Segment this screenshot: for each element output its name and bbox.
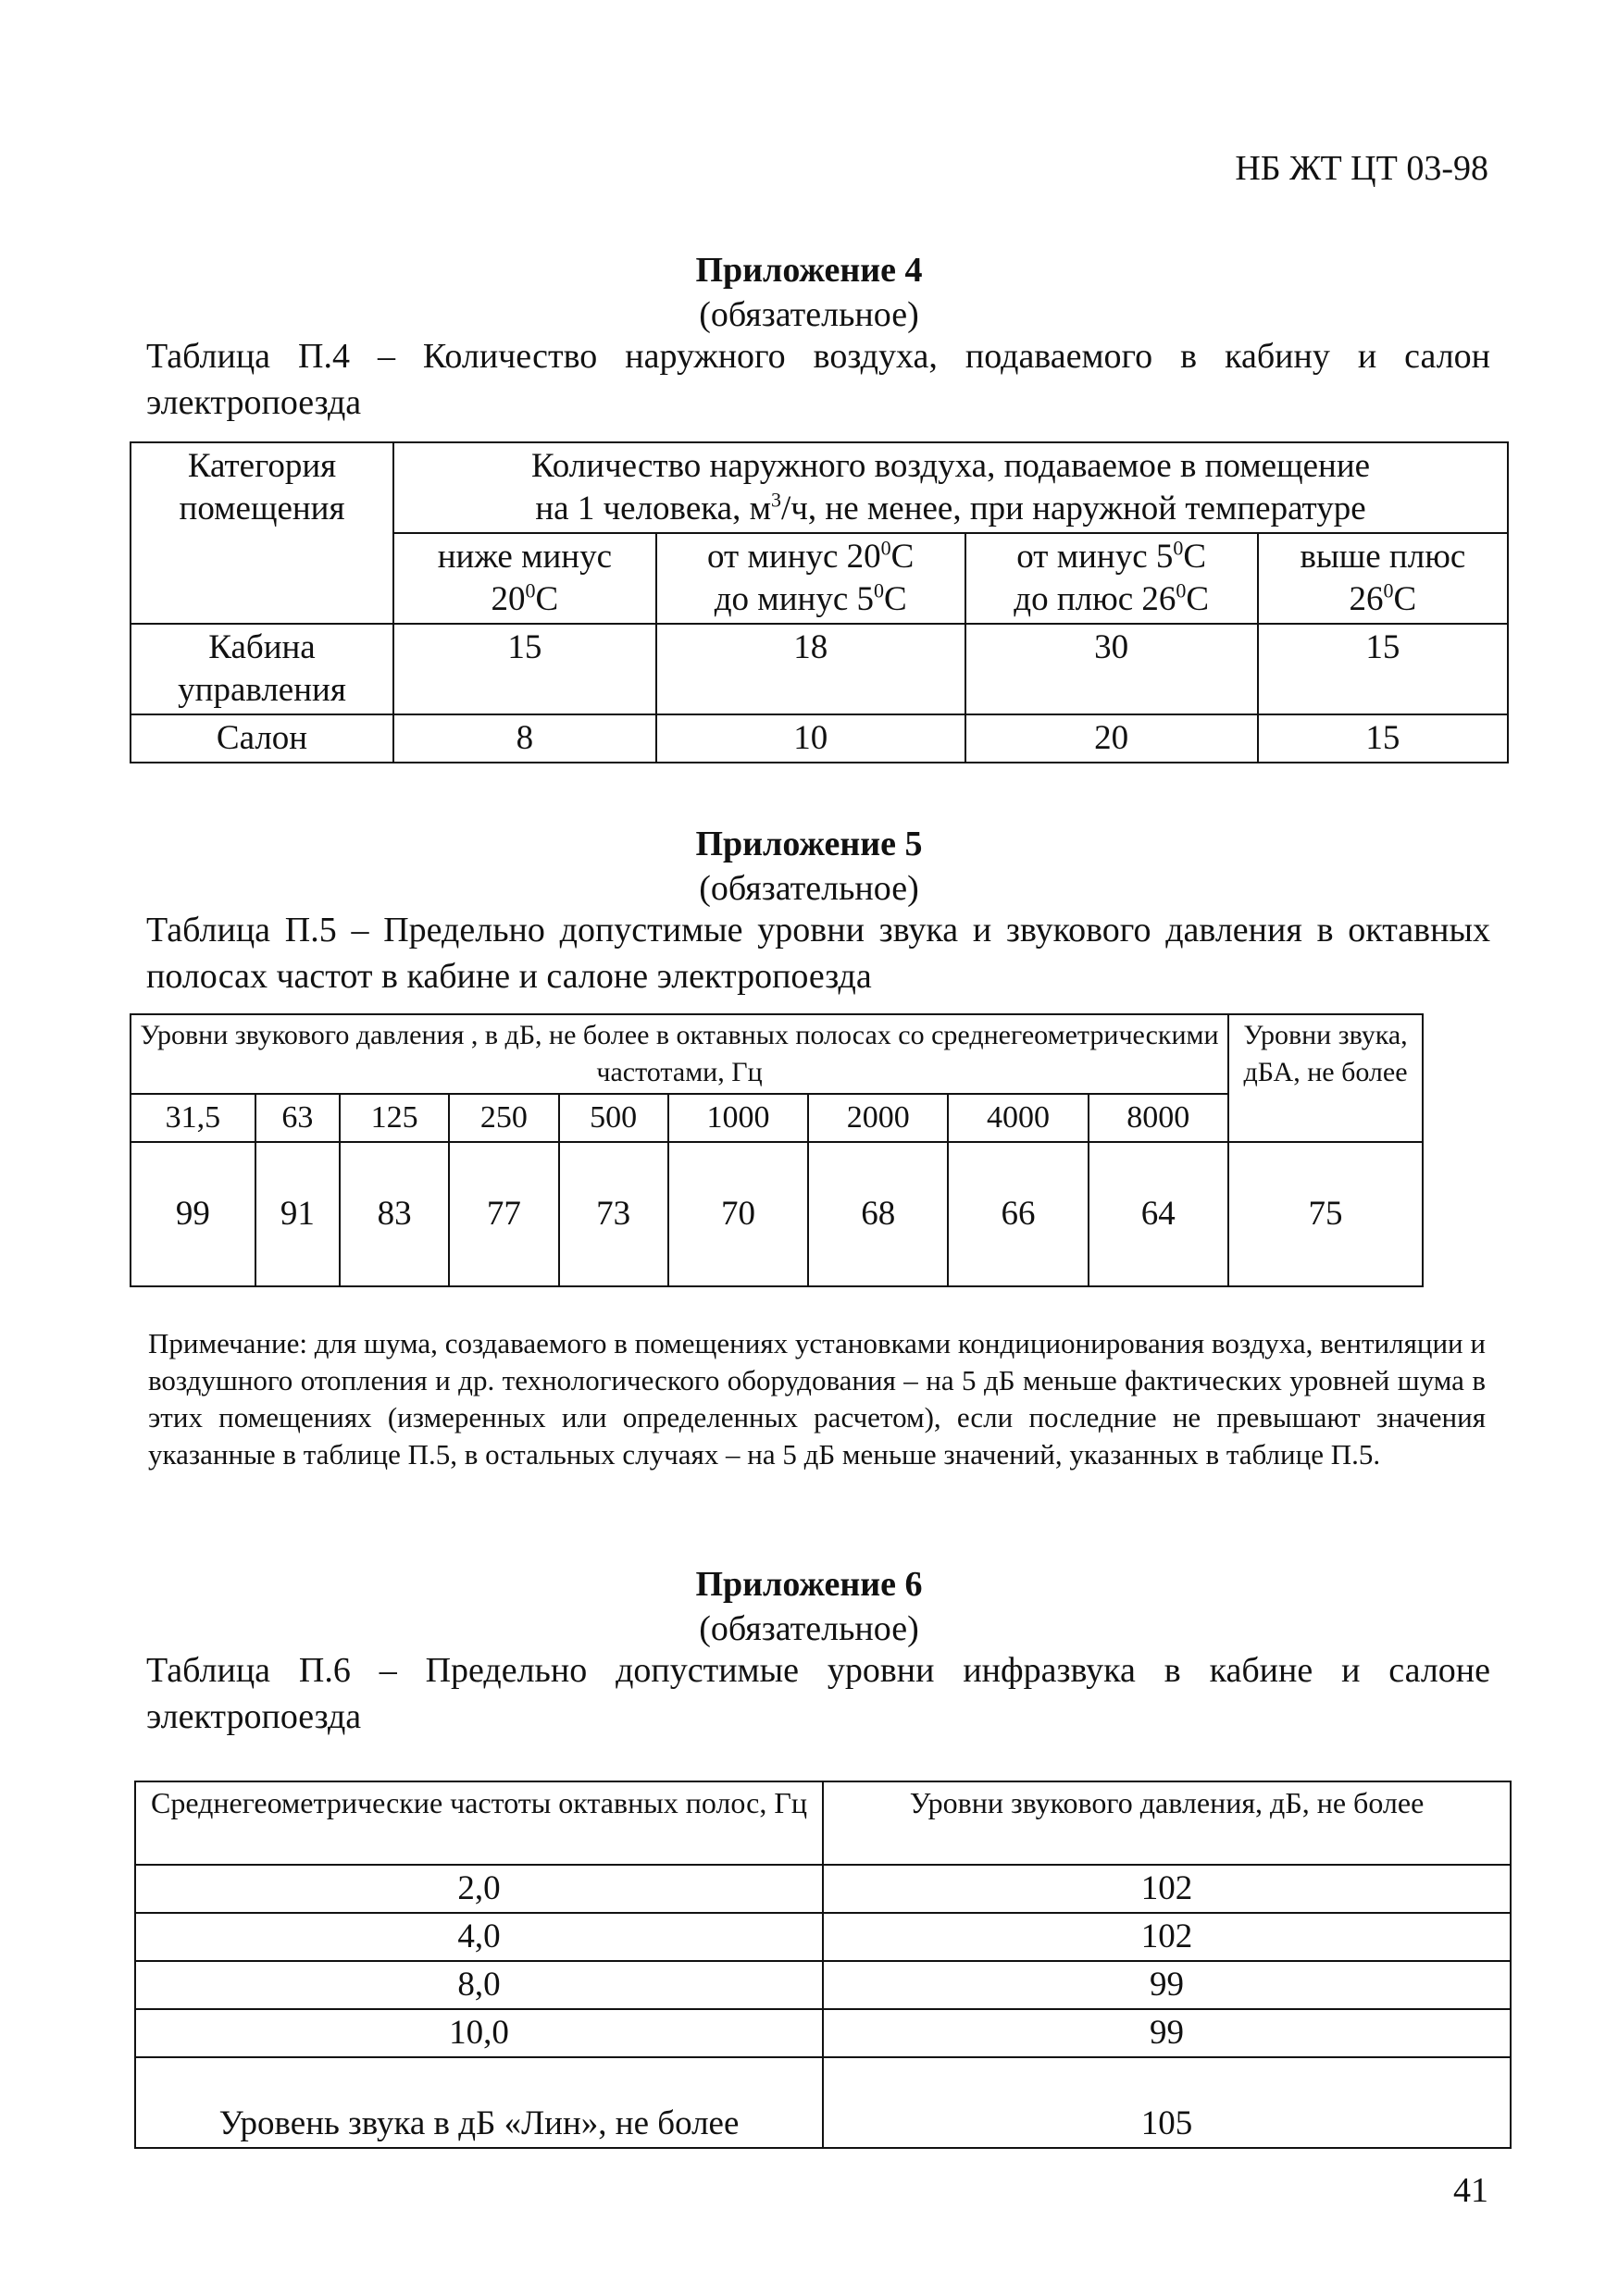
frequency-cell: 500 xyxy=(559,1094,668,1142)
table-p6-caption: Таблица П.6 – Предельно допустимые уровни инфразвука в кабине и салоне электропоезда xyxy=(146,1651,1490,1736)
values-row xyxy=(131,1142,1423,1286)
frequency-cell: 4000 xyxy=(948,1094,1088,1142)
subheader-minus20-minus5: от минус $20^0С$ до минус $5^0С$ xyxy=(656,533,965,624)
value-cell: 83 xyxy=(340,1142,449,1286)
cell: 4,0 xyxy=(135,1913,823,1961)
appendix-status: (обязательное) xyxy=(699,295,919,334)
appendix-4-heading xyxy=(0,248,1618,337)
cell: 2,0 xyxy=(135,1865,823,1913)
cell: 10 xyxy=(656,714,965,763)
sound-level-value: 75 xyxy=(1228,1142,1423,1286)
subheader-above-plus26: выше плюс $26^0С$ xyxy=(1258,533,1508,624)
cell: 15 xyxy=(1258,624,1508,714)
header-air-quantity xyxy=(393,442,1508,533)
table-p6 xyxy=(134,1781,1512,2149)
cell: 99 xyxy=(823,2009,1511,2057)
row-label: Салон xyxy=(131,714,393,763)
appendix-title: Приложение 6 xyxy=(695,1565,923,1604)
table-row xyxy=(135,1865,1511,1913)
frequency-cell: 1000 xyxy=(668,1094,808,1142)
value-cell: 73 xyxy=(559,1142,668,1286)
cell: 102 xyxy=(823,1913,1511,1961)
header-sup: 3 xyxy=(771,488,781,512)
cell: 15 xyxy=(393,624,656,714)
header-pressure-level: Уровни звукового давления, дБ, не более xyxy=(823,1781,1511,1865)
value-cell: 66 xyxy=(948,1142,1088,1286)
frequency-cell: 2000 xyxy=(808,1094,948,1142)
subheader-below-minus-20: ниже минус $20^0С$ xyxy=(393,533,656,624)
cell: 8 xyxy=(393,714,656,763)
table-p5-note: Примечание: для шума, создаваемого в помещениях установками кондиционирования воздуха, вентиляции и воздушного отопления и др. технологического оборудования – на 5 дБ меньше фактических уровней шума в этих помещениях (измеренных или определенных расчетом), если последние не превышают значения указанные в таблице П.5, в остальных случаях – на 5 дБ меньше значений, указанных в таблице П.5. xyxy=(148,1327,1486,1471)
table-p5 xyxy=(130,1013,1424,1287)
appendix-6-heading xyxy=(0,1562,1618,1651)
header-line-2b: /ч, не менее, при наружной температуре xyxy=(781,490,1366,527)
table-p4 xyxy=(130,441,1509,763)
appendix-title: Приложение 4 xyxy=(695,251,923,290)
header-line-2a: на 1 человека, м xyxy=(535,490,771,527)
value-cell: 64 xyxy=(1089,1142,1228,1286)
table-row xyxy=(135,1913,1511,1961)
cell: 10,0 xyxy=(135,2009,823,2057)
table-row xyxy=(131,624,1508,714)
appendix-status: (обязательное) xyxy=(699,869,919,908)
cell: 30 xyxy=(965,624,1258,714)
table-row xyxy=(135,2057,1511,2148)
table-row xyxy=(135,2009,1511,2057)
appendix-status: (обязательное) xyxy=(699,1609,919,1648)
appendix-5-heading xyxy=(0,822,1618,911)
cell: 99 xyxy=(823,1961,1511,2009)
header-frequency: Среднегеометрические частоты октавных полос, Гц xyxy=(135,1781,823,1865)
value-cell: 68 xyxy=(808,1142,948,1286)
table-row xyxy=(135,1961,1511,2009)
appendix-title: Приложение 5 xyxy=(695,825,923,863)
frequency-cell: 125 xyxy=(340,1094,449,1142)
table-row xyxy=(131,714,1508,763)
header-sound-level: Уровни звука, дБА, не более xyxy=(1228,1014,1423,1142)
frequency-cell: 8000 xyxy=(1089,1094,1228,1142)
value-cell: 99 xyxy=(131,1142,255,1286)
lin-label: Уровень звука в дБ «Лин», не более xyxy=(135,2057,823,2148)
table-p4-caption: Таблица П.4 – Количество наружного воздуха, подаваемого в кабину и салон электропоезда xyxy=(146,337,1490,422)
value-cell: 91 xyxy=(255,1142,340,1286)
subheader-minus5-plus26: от минус $5^0С$ до плюс $26^0С$ xyxy=(965,533,1258,624)
header-line-1: Количество наружного воздуха, подаваемое в помещение xyxy=(530,447,1371,485)
lin-value: 105 xyxy=(823,2057,1511,2148)
cell: 20 xyxy=(965,714,1258,763)
value-cell: 77 xyxy=(449,1142,558,1286)
page-number: 41 xyxy=(1453,2171,1488,2210)
frequency-cell: 31,5 xyxy=(131,1094,255,1142)
document-code: НБ ЖТ ЦТ 03-98 xyxy=(1235,149,1488,188)
header-sound-pressure: Уровни звукового давления , в дБ, не более в октавных полосах со среднегеометрическими частотами, Гц xyxy=(131,1014,1228,1094)
row-label: Кабина управления xyxy=(131,624,393,714)
header-category: Категория помещения xyxy=(131,442,393,624)
frequency-cell: 250 xyxy=(449,1094,558,1142)
cell: 8,0 xyxy=(135,1961,823,2009)
cell: 18 xyxy=(656,624,965,714)
frequency-cell: 63 xyxy=(255,1094,340,1142)
cell: 15 xyxy=(1258,714,1508,763)
table-p5-caption: Таблица П.5 – Предельно допустимые уровни звука и звукового давления в октавных полосах частот в кабине и салоне электропоезда xyxy=(146,911,1490,996)
cell: 102 xyxy=(823,1865,1511,1913)
value-cell: 70 xyxy=(668,1142,808,1286)
